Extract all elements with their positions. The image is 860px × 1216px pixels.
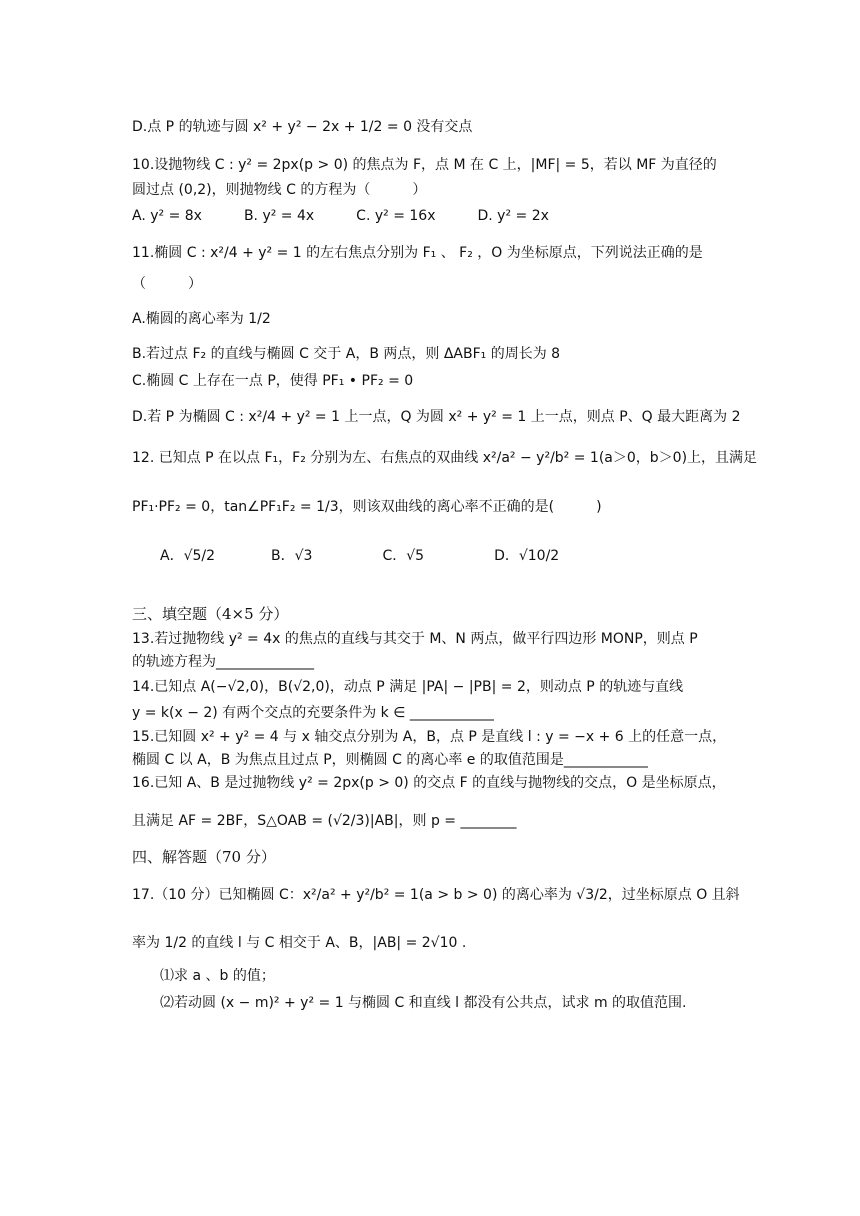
- q17-part-1: ⑴求 a 、b 的值；: [160, 968, 275, 984]
- q16-stem-cont: 且满足 AF = 2BF，S△OAB = (√2/3)|AB|，则 p = ________: [132, 813, 517, 829]
- q12-options: A．√5/2 B．√3 C．√5 D．√10/2: [160, 548, 560, 564]
- q10-stem-cont: 圆过点 (0,2)，则抛物线 C 的方程为（ ）: [132, 182, 427, 198]
- q11-option-a: A.椭圆的离心率为 1/2: [132, 311, 271, 327]
- q14-stem-cont: y = k(x − 2) 有两个交点的充要条件为 k ∈ ____________: [132, 705, 494, 721]
- section-3-heading: 三、填空题（4×5 分）: [132, 605, 289, 623]
- q16-stem: 16.已知 A、B 是过抛物线 y² = 2px(p > 0) 的交点 F 的直线与抛物线的交点，O 是坐标原点，: [132, 775, 726, 791]
- q9-option-d: D.点 P 的轨迹与圆 x² + y² − 2x + 1/2 = 0 没有交点: [132, 119, 473, 135]
- q17-stem: 17.（10 分）已知椭圆 C：x²/a² + y²/b² = 1(a > b > 0) 的离心率为 √3/2，过坐标原点 O 且斜: [132, 887, 740, 903]
- q13-stem-cont: 的轨迹方程为______________: [132, 654, 314, 670]
- q11-option-b: B.若过点 F₂ 的直线与椭圆 C 交于 A，B 两点，则 ΔABF₁ 的周长为 8: [132, 346, 561, 362]
- q14-stem: 14.已知点 A(−√2,0)，B(√2,0)，动点 P 满足 |PA| − |PB| = 2，则动点 P 的轨迹与直线: [132, 679, 684, 695]
- q17-stem-cont: 率为 1/2 的直线 l 与 C 相交于 A、B，|AB| = 2√10 .: [132, 935, 467, 951]
- q11-paren: （ ）: [132, 276, 202, 292]
- q11-stem: 11.椭圆 C : x²/4 + y² = 1 的左右焦点分别为 F₁ 、 F₂ ，O 为坐标原点，下列说法正确的是: [132, 245, 703, 261]
- q17-part-2: ⑵若动圆 (x − m)² + y² = 1 与椭圆 C 和直线 l 都没有公共点，试求 m 的取值范围.: [160, 995, 687, 1011]
- q12-stem: 12. 已知点 P 在以点 F₁，F₂ 分别为左、右焦点的双曲线 x²/a² − y²/b² = 1(a＞0，b＞0)上，且满足: [132, 450, 758, 466]
- q10-stem: 10.设抛物线 C : y² = 2px(p > 0) 的焦点为 F，点 M 在 C 上，|MF| = 5，若以 MF 为直径的: [132, 157, 717, 173]
- q15-stem: 15.已知圆 x² + y² = 4 与 x 轴交点分别为 A，B，点 P 是直线 l : y = −x + 6 上的任意一点，: [132, 729, 727, 745]
- q12-stem-cont: PF₁·PF₂ = 0，tan∠PF₁F₂ = 1/3，则该双曲线的离心率不正确的是( ): [132, 499, 602, 515]
- q10-options: A. y² = 8x B. y² = 4x C. y² = 16x D. y² = 2x: [132, 208, 549, 224]
- section-4-heading: 四、解答题（70 分）: [132, 848, 276, 866]
- q11-option-c: C.椭圆 C 上存在一点 P，使得 PF₁ • PF₂ = 0: [132, 373, 414, 389]
- q11-option-d: D.若 P 为椭圆 C : x²/4 + y² = 1 上一点，Q 为圆 x² + y² = 1 上一点，则点 P、Q 最大距离为 2: [132, 409, 741, 425]
- q13-stem: 13.若过抛物线 y² = 4x 的焦点的直线与其交于 M、N 两点，做平行四边形 MONP，则点 P: [132, 631, 698, 647]
- q15-stem-cont: 椭圆 C 以 A，B 为焦点且过点 P，则椭圆 C 的离心率 e 的取值范围是____________: [132, 752, 648, 768]
